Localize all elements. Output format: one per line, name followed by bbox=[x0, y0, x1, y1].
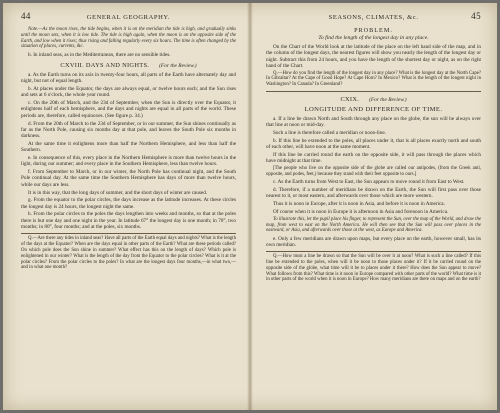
problem-text: On the Chart of the World look at the latitude of the place on the left hand side of the map, and in the column of the longest days, the nearest figures will show you nearly the length of the longest day or night. Subtract this from 24 hours, and you have the length of the shortest day or night, as on the right hand of the Chart. bbox=[266, 44, 481, 69]
running-title-right: SEASONS, CLIMATES, &c. bbox=[328, 14, 419, 21]
section-heading-longitude: LONGITUDE AND DIFFERENCE OF TIME. bbox=[304, 106, 443, 114]
page-number-left: 44 bbox=[21, 11, 31, 21]
paragraph-c: c. On the 20th of March, and the 23d of September, when the Sun is directly over the Equator, it enlightens half of each hemisphere, and the days and nights are equal in all parts of the world. These periods are, therefore, called equinoxes. (See figure p. 34.) bbox=[21, 100, 236, 119]
paragraph-d: [The people who live on the opposite side of the globe are called our antipodes, (from the Greek anti, opposite, and podes, feet,) because they stand with their feet opposite to ours.] bbox=[266, 166, 481, 177]
review-questions-left: Q.—Are there any tides in inland seas? Have all parts of the Earth equal days and nights? What is the length of the days at the Equator? When are the days equal in other parts of the Earth? What are these periods called? On which pole does the Sun shine in summer? What effect has this on the length of days? Which pole is enlightened in our winter? What is the length of the day from the Equator to the polar circles? What is it at the polar circles? From the polar circles to the poles? In what are the longest days four months,—in what two,—and in what one month? bbox=[21, 236, 236, 271]
paragraph-g: f. From September to March, or in our winter, the North Pole has continual night, and the South Pole continual day. At the same time the Southern Hemisphere has days of more than twelve hours, while our days are less. bbox=[21, 169, 236, 188]
section-tag: (For the Review.) bbox=[159, 62, 197, 69]
paragraph-f: e. In consequence of this, every place in the Northern Hemisphere is more than twelve hours in the light, during our summer; and every place in the Southern Hemisphere, less than twelve hours. bbox=[21, 155, 236, 168]
divider bbox=[266, 251, 481, 252]
paragraph-b: b. If this line be extended to the poles, all places under it, that is all places exactly north and south of each other, will have noon at the same moment. bbox=[266, 137, 481, 151]
running-title-left: GENERAL GEOGRAPHY. bbox=[86, 14, 171, 21]
left-page bbox=[3, 3, 250, 410]
page-number-right: 45 bbox=[471, 11, 481, 21]
problem-subtitle: To find the length of the longest day in any place. bbox=[318, 35, 429, 41]
paragraph-i: g. From the equator to the polar circles, the days increase as the latitude increases. At these circles the longest day is 24 hours, the longest night the same. bbox=[21, 197, 236, 210]
paragraph-c: If this line be carried round the earth on the opposite side, it will pass through the places which have midnight at that time. bbox=[266, 152, 481, 165]
section-title: CXIX. bbox=[340, 96, 360, 104]
problem-heading: PROBLEM. bbox=[354, 27, 393, 34]
left-page-header bbox=[21, 11, 236, 21]
section-title: CXVIII. DAYS AND NIGHTS. bbox=[60, 61, 150, 69]
divider bbox=[266, 91, 481, 92]
illustration-note: To illustrate this, let the pupil place his finger, to represent the Sun, over the map of the World, and draw the map, from west to east on the North America. He will then see that the Sun will pass over places in the eastward, or Asia, and afterwards over those at the west, as Europe and America. bbox=[266, 216, 481, 234]
section-heading-cxix bbox=[266, 96, 481, 103]
section-heading-days-nights bbox=[21, 62, 236, 69]
paragraph-f: d. Therefore, if a number of meridians be drawn on the Earth, the Sun will first pass over those nearest to it, or most eastern, and afterwards over those which are more western. bbox=[266, 187, 481, 200]
right-page-header bbox=[266, 11, 481, 21]
book-spread bbox=[3, 3, 497, 410]
paragraph-a: a. As the Earth turns on its axis in twenty-four hours, all parts of the Earth have alternately day and night, but not of equal length. bbox=[21, 71, 236, 85]
section-tag: (For the Review.) bbox=[369, 97, 407, 104]
paragraph-d: d. From the 20th of March to the 23d of September, or in our summer, the Sun shines continually as far as the North Pole, causing six months day at that pole, and leaves the South Pole six months in darkness. bbox=[21, 120, 236, 140]
paragraph-e: c. As the Earth turns from West to East, the Sun appears to move round it from East to West. bbox=[273, 179, 465, 186]
paragraph-j: h. From the polar circles to the poles the days lengthen into weeks and months, so that at the poles there is but one day and one night in the year. In latitude 67° the longest day is one month; in 70°, two months; in 80°, four months; and at the poles, six months. bbox=[21, 211, 236, 231]
divider bbox=[21, 233, 236, 234]
paragraph-b: b. At places under the Equator, the days are always equal, or twelve hours each; and the Sun rises and sets at 6 o'clock, the whole year round. bbox=[21, 86, 236, 99]
paragraph-e: At the same time it enlightens more than half the Northern Hemisphere, and less than half the Southern. bbox=[21, 140, 236, 154]
tide-note: Note.—As the moon rises, the tide begins, when it is on the meridian the tide is high, and gradually sinks until the moon sets, when it is low tide. The tide is high again, when the moon is on the opposite side of the Earth, and low when it rises; thus rising and falling regularly every six hours. The time is often changed by the situation of places, currents, &c. bbox=[21, 27, 236, 50]
paragraph-j: e. Only a few meridians are drawn upon maps, but every place on the earth, however small, has its own meridian. bbox=[266, 235, 481, 248]
paragraph-h: It is in this way, that the long days of summer, and the short days of winter are caused. bbox=[28, 189, 208, 196]
right-page bbox=[250, 3, 497, 410]
paragraph-a2: Such a line is therefore called a meridian or noon-line. bbox=[273, 130, 386, 137]
paragraph-a: a. If a line be drawn North and South through any place on the globe, the sun will be always over that line at noon or mid-day. bbox=[266, 116, 481, 129]
paragraph-h: Of course when it is noon in Europe it is afternoon in Asia and forenoon in America. bbox=[273, 208, 449, 215]
inland-seas-paragraph: b. In inland seas, as in the Mediterranean, there are no sensible tides. bbox=[28, 51, 171, 58]
problem-questions: Q.—How do you find the length of the longest day in any place? What is the longest day at the North Cape? In Gibraltar? At the Cape of Good Hope? At Cape Horn? In Mexico? What is the length of the longest night in Washington? In Canada? In Greenland? bbox=[266, 70, 481, 88]
paragraph-g: Thus it is noon in Europe, after it is noon in Asia, and before it is noon in America. bbox=[273, 201, 445, 208]
review-questions-right: Q.—How must a line be drawn so that the Sun will be over it at noon? What is such a line called? If this line be extended to the poles, when will it be noon to those places under it? If it be carried round on the opposite side of the globe, what time will it be to places under it there? How does the Sun appear to move? What follows from this? What time is it noon in Europe compared with other parts of the world? What time is it in other parts of the world when it is noon in Europe? How many meridians are there on maps and on the earth? bbox=[266, 254, 481, 283]
